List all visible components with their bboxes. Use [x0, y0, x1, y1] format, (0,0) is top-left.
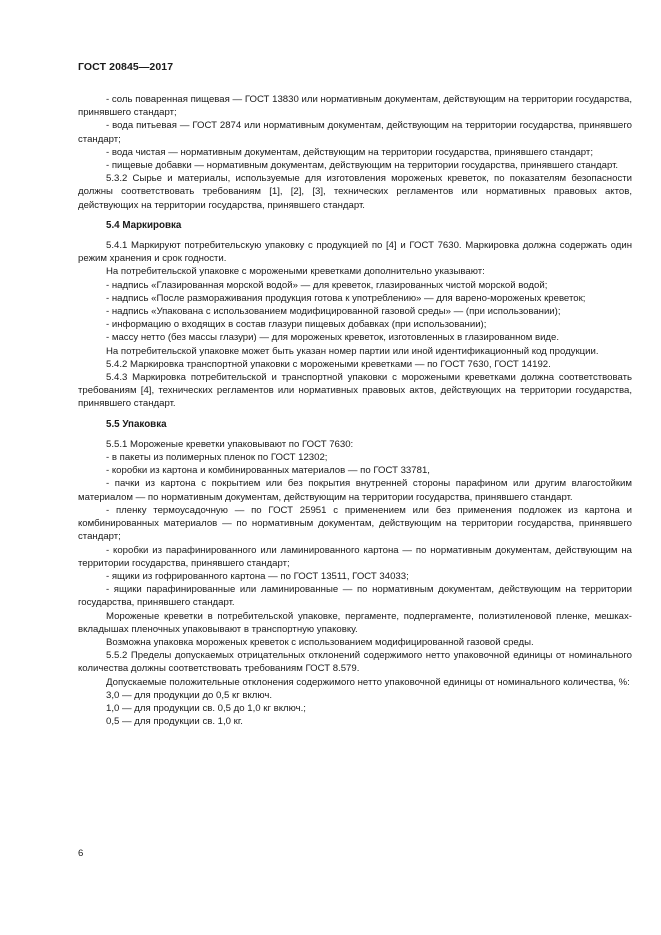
paragraph: - коробки из парафинированного или ламинированного картона — по нормативным документам, действующим на территории государства, принявшего стандарт;: [78, 544, 632, 569]
document-header: ГОСТ 20845—2017: [78, 61, 174, 73]
paragraph: - ящики парафинированные или ламинированные — по нормативным документам, действующим на территории государства, принявшего стандарт.: [78, 584, 632, 609]
paragraph: - вода чистая — нормативным документам, действующим на территории государства, принявшего стандарт;: [106, 146, 593, 158]
paragraph: 1,0 — для продукции св. 0,5 до 1,0 кг включ.;: [106, 702, 306, 714]
paragraph: - коробки из картона и комбинированных материалов — по ГОСТ 33781,: [106, 465, 430, 477]
paragraph: - надпись «Глазированная морской водой» — для креветок, глазированных чистой морской водой;: [106, 279, 548, 291]
paragraph: 0,5 — для продукции св. 1,0 кг.: [106, 716, 243, 728]
paragraph: - в пакеты из полимерных пленок по ГОСТ 12302;: [106, 452, 328, 464]
paragraph: Мороженые креветки в потребительской упаковке, пергаменте, подпергаменте, полиэтиленовой пленке, мешках-вкладышах пленочных упаковывают в транспортную упаковку.: [78, 610, 632, 635]
paragraph: 5.4.2 Маркировка транспортной упаковки с морожеными креветками — по ГОСТ 7630, ГОСТ 14192.: [106, 358, 551, 370]
paragraph: На потребительской упаковке с морожеными креветками дополнительно указывают:: [106, 266, 485, 278]
paragraph: 3,0 — для продукции до 0,5 кг включ.: [106, 689, 273, 701]
paragraph: 5.5.2 Пределы допускаемых отрицательных отклонений содержимого нетто упаковочной единицы от номинального количества должны соответствовать требованиям ГОСТ 8.579.: [78, 650, 632, 675]
paragraph: На потребительской упаковке может быть указан номер партии или иной идентификационный код продукции.: [106, 345, 599, 357]
paragraph: Допускаемые положительные отклонения содержимого нетто упаковочной единицы от номинального количества, %:: [106, 676, 630, 688]
paragraph: - вода питьевая — ГОСТ 2874 или нормативным документам, действующим на территории государства, принявшего стандарт;: [78, 120, 632, 145]
paragraph: - информацию о входящих в состав глазури пищевых добавках (при использовании);: [106, 319, 487, 331]
paragraph: - надпись «Упакована с использованием модифицированной газовой среды» — (при использовании);: [106, 306, 561, 318]
paragraph: 5.4.1 Маркируют потребительскую упаковку с продукцией по [4] и ГОСТ 7630. Маркировка должна содержать один режим хранения и срок годности.: [78, 240, 632, 265]
paragraph: - ящики из гофрированного картона — по ГОСТ 13511, ГОСТ 34033;: [106, 570, 409, 582]
section-heading: 5.4 Маркировка: [106, 219, 182, 231]
paragraph: - пищевые добавки — нормативным документам, действующим на территории государства, принявшего стандарт.: [106, 160, 619, 172]
paragraph: 5.3.2 Сырье и материалы, используемые для изготовления мороженых креветок, по показателям безопасности должны соответствовать требованиям [1], [2], [3], технических регламентов или нормативных правовых актов, действующих на территории государства, принявшего стандарт.: [78, 173, 632, 211]
paragraph: - пачки из картона с покрытием или без покрытия внутренней стороны парафином или другим влагостойким материалом — по нормативным документам, действующим на территории государства, принявшего стандарт.: [78, 478, 632, 503]
paragraph: - массу нетто (без массы глазури) — для мороженых креветок, изготовленных в глазированном виде.: [106, 332, 560, 344]
paragraph: - соль поваренная пищевая — ГОСТ 13830 или нормативным документам, действующим на территории государства, принявшего стандарт;: [78, 94, 632, 119]
document-body: [78, 93, 632, 728]
paragraph: - надпись «После размораживания продукция готова к употреблению» — для варено-мороженых креветок;: [106, 292, 586, 304]
paragraph: 5.4.3 Маркировка потребительской и транспортной упаковки с морожеными креветками должна соответствовать требованиям [4], технических регламентов или нормативных правовых актов, действующих на территории государства, принявшего стандарт.: [78, 372, 632, 410]
paragraph: 5.5.1 Мороженые креветки упаковывают по ГОСТ 7630:: [106, 438, 354, 450]
section-heading: 5.5 Упаковка: [106, 418, 167, 430]
paragraph: Возможна упаковка мороженых креветок с использованием модифицированной газовой среды.: [106, 636, 534, 648]
paragraph: - пленку термоусадочную — по ГОСТ 25951 с применением или без применения подложек из картона и комбинированных материалов — по нормативным документам, действующим на территории государства, принявшего стандарт;: [78, 504, 632, 543]
page-number: 6: [78, 848, 84, 859]
